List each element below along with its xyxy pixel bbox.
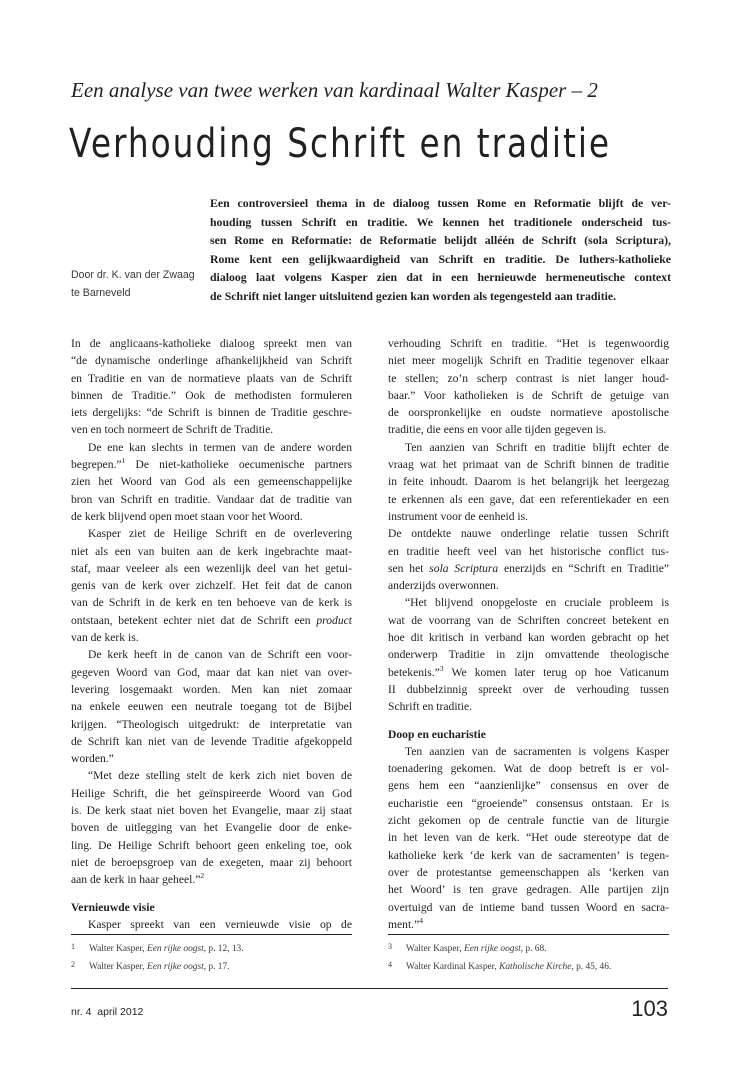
body-line: gegeven Woord van God, maar dat kan niet van over- — [71, 665, 352, 679]
article-supertitle: Een analyse van twee werken van kardinaal Walter Kasper – 2 — [71, 78, 598, 102]
body-line: levering losgemaakt worden. Men kan niet zomaar — [71, 682, 352, 696]
body-line: De ontdekte nauwe onderlinge relatie tussen Schrift — [388, 527, 669, 541]
footnote-text: Walter Kasper, Een rijke oogst, p. 12, 13. — [89, 944, 244, 954]
body-line: het Woord’ is ten grave gedragen. Alle partijen zijn — [388, 883, 669, 897]
body-line: “Met deze stelling stelt de kerk zich niet boven de — [88, 769, 352, 783]
footnote-number: 4 — [388, 960, 392, 969]
body-line: van de kerk is. — [71, 631, 139, 645]
body-line: niet de beroepsgroep van de exegeten, maar zij behoort — [71, 855, 352, 869]
body-line: de Schrift kan niet van de levende Traditie afgekoppeld — [71, 734, 352, 748]
body-line: II dubbelzinnig spreekt over de verhouding tussen — [388, 682, 669, 696]
body-line: iets dergelijks: “de Schrift is binnen de Traditie geschre- — [71, 406, 352, 420]
emphasis-text: sola Scriptura — [429, 561, 499, 575]
body-line: anderzijds overwonnen. — [388, 579, 499, 593]
body-line: krijgen. “Theologisch uitgedrukt: de interpretatie van — [71, 717, 352, 731]
body-line: en traditie heeft veel van het historische conflict tus- — [388, 544, 669, 558]
page-number: 103 — [631, 996, 668, 1021]
body-line: baar.” Voor katholieken is de Schrift de getuige van — [388, 388, 669, 402]
lead-line: Een controversieel thema in de dialoog tussen Rome en Reformatie blijft de ver- — [210, 196, 671, 210]
body-line: is. De kerk staat niet boven het Evangelie, maar zij staat — [71, 804, 352, 818]
body-line: boven de uitlegging van het Evangelie door de enke- — [71, 821, 352, 835]
article-title: Verhouding Schrift en traditie — [69, 121, 612, 167]
body-text: sen het — [388, 561, 430, 575]
body-line: onderwerp Traditie in zijn omvattende theologische — [388, 648, 669, 662]
footnote-ref: 1 — [121, 456, 126, 466]
body-line: zicht gekomen op de centrale functie van de liturgie — [388, 814, 669, 828]
body-line: genis van de kerk over zichzelf. Het feit dat de canon — [71, 579, 352, 593]
footnote-ref: 4 — [419, 915, 423, 925]
lead-line: houding tussen Schrift en traditie. We kennen het traditionele onderscheid tus- — [210, 214, 671, 229]
body-line: Heilige Schrift, die het geïnspireerde Woord van God — [71, 786, 352, 800]
body-line: in het leven van de kerk. “Het oude stereotype dat de — [388, 831, 669, 845]
body-column-right — [388, 335, 669, 933]
footer-divider — [71, 988, 668, 989]
body-line: ven en toch normeert de Schrift de Traditie. — [71, 423, 274, 437]
body-line: bron van Schrift en traditie. Vandaar dat de traditie van — [71, 492, 352, 506]
body-line — [388, 664, 669, 681]
section-heading: Vernieuwde visie — [71, 900, 155, 914]
body-line: ling. De Heilige Schrift behoort geen enkeling toe, ook — [71, 838, 352, 852]
body-line: na enkele eeuwen een neutrale toegang tot de Bijbel — [71, 700, 352, 714]
body-text: ment.” — [388, 917, 420, 931]
body-line: In de anglicaans-katholieke dialoog spreekt men van — [71, 337, 352, 350]
body-line — [71, 871, 352, 888]
body-line: verhouding Schrift en traditie. “Het is tegenwoordig — [388, 337, 669, 350]
body-line: gens hem een “aanzienlijke” consensus en over de — [388, 779, 669, 793]
body-line: wat de voorrang van de Schriften concreet betekent en — [388, 613, 669, 627]
lead-line: dialoog laat volgens Kasper zien dat in een hernieuwde hermeneutische context — [210, 270, 671, 284]
body-line: De kerk heeft in de canon van de Schrift een voor- — [88, 648, 352, 662]
body-line: katholieke kerk ‘de kerk van de sacramenten’ is tegen- — [388, 848, 669, 862]
body-line — [71, 456, 352, 473]
body-line: Kasper ziet de Heilige Schrift en de overlevering — [88, 527, 352, 541]
footnote-number: 1 — [71, 942, 75, 951]
body-line: Ten aanzien van Schrift en traditie blijft echter de — [405, 440, 669, 454]
body-line: Schrift en traditie. — [388, 700, 473, 714]
lead-line: Rome kent een gelijkwaardigheid van Schrift en traditie. De luthers-katholieke — [210, 251, 671, 266]
body-line: “Het blijvend onopgeloste en cruciale probleem is — [405, 596, 669, 610]
body-line: staf, maar veeleer als een wezenlijk deel van het getui- — [71, 561, 352, 575]
section-heading: Doop en eucharistie — [388, 727, 486, 741]
author-location: te Barneveld — [71, 287, 131, 299]
body-line: te erkennen als een gave, dat een referentiekader en een — [388, 492, 669, 506]
body-line: niet als een van buiten aan de kerk ingebrachte maat- — [71, 544, 352, 558]
body-line: en Traditie en van de normatieve plaats van de Schrift — [71, 371, 352, 385]
body-line: hoe dit kritisch in verband kan worden gebracht op het — [388, 631, 669, 645]
body-line: Ten aanzien van de sacramenten is volgens Kasper — [405, 744, 669, 758]
body-text: enerzijds en “Schrift en Traditie” — [498, 561, 669, 575]
footnote-divider — [388, 934, 669, 935]
body-line: overtuigd van de intieme band tussen Woord en sacra- — [388, 900, 669, 914]
body-text: begrepen.” — [71, 458, 122, 472]
lead-line: sen Rome en Reformatie: de Reformatie belijdt alléén de Schrift (sola Scriptura), — [210, 233, 671, 247]
body-line — [388, 916, 669, 933]
body-line: binnen de Traditie.” Ook de methodisten formuleren — [71, 388, 352, 402]
lead-line: de Schrift niet langer uitsluitend gezien kan worden als tegengesteld aan traditie. — [210, 288, 617, 303]
body-line — [388, 560, 669, 577]
footnote-divider — [71, 934, 352, 935]
body-line: over de protestantse gemeenschappen als ‘kerken van — [388, 865, 669, 879]
body-text: betekenis.” — [388, 665, 440, 679]
body-line: traditie, die eens en voor alle tijden gegeven is. — [388, 423, 607, 437]
footnote-text: Walter Kasper, Een rijke oogst, p. 68. — [406, 944, 547, 954]
author-name: Door dr. K. van der Zwaag — [71, 269, 195, 281]
body-line: niet meer mogelijk Schrift en Traditie tegenover elkaar — [388, 354, 669, 368]
body-line: De ene kan slechts in termen van de andere worden — [88, 440, 352, 454]
body-text: ontstaan, betekent echter niet dat de Schrift een — [71, 613, 317, 627]
body-line: worden.” — [71, 752, 114, 766]
body-line: zien het Woord van God als een gemeenschappelijke — [71, 475, 352, 489]
author-byline — [71, 266, 211, 302]
body-line: de kerk blijvend open moet staan voor het Woord. — [71, 509, 303, 523]
body-text: We komen later terug op hoe Vaticanum — [443, 665, 669, 679]
footnote-number: 3 — [388, 942, 392, 951]
emphasis-text: product — [316, 613, 352, 627]
body-line: eucharistie een “groeiende” consensus ontstaan. Er is — [388, 796, 669, 810]
body-line: Kasper spreekt van een vernieuwde visie op de — [88, 917, 352, 931]
footnote-ref: 3 — [439, 663, 444, 673]
body-line — [71, 612, 352, 629]
body-line: de oorspronkelijke en oudste normatieve apostolische — [388, 406, 669, 420]
body-line: in feite inhoudt. Daarom is het belangrijk het leergezag — [388, 475, 669, 489]
body-line: van de Schrift in de kerk en ten behoeve van de kerk is — [71, 596, 352, 610]
body-line: toenadering gekomen. Wat de doop betreft is er vol- — [388, 762, 669, 776]
footnote-number: 2 — [71, 960, 75, 969]
body-column-left — [71, 335, 352, 933]
body-line: “de dynamische onderlinge afhankelijkheid van Schrift — [71, 354, 352, 368]
body-line: te stellen; zo’n scherp contrast is niet langer houd- — [388, 371, 669, 385]
footnote-text: Walter Kasper, Een rijke oogst, p. 17. — [89, 962, 230, 972]
footnote-ref: 2 — [200, 871, 205, 881]
body-text: aan de kerk in haar geheel.” — [71, 873, 201, 887]
footnote-text: Walter Kardinal Kasper, Katholische Kirche, p. 45, 46. — [406, 962, 612, 972]
body-line: instrument voor de eenheid is. — [388, 509, 529, 523]
lead-paragraph — [210, 194, 671, 305]
body-line: vraag wat het primaat van de Schrift binnen de traditie — [388, 458, 669, 472]
body-text: De niet-katholieke oecumenische partners — [125, 458, 352, 472]
issue-label: nr. 4 april 2012 — [71, 1006, 144, 1018]
